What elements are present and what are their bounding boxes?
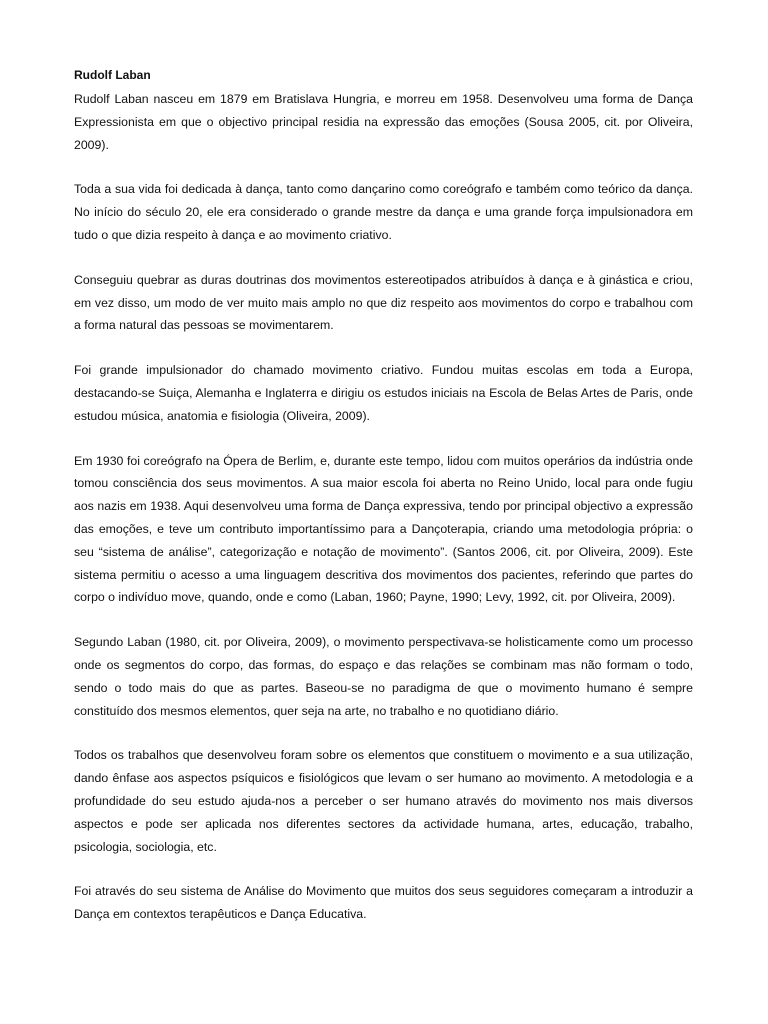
paragraph-3: Conseguiu quebrar as duras doutrinas dos movimentos estereotipados atribuídos à dança e à ginástica e criou, em vez disso, um modo de ver muito mais amplo no que diz respeito aos movimentos do corpo e trabalhou com a forma natural das pessoas se movimentarem. bbox=[74, 272, 693, 333]
paragraph-6: Segundo Laban (1980, cit. por Oliveira, 2009), o movimento perspectivava-se holisticamente como um processo onde os segmentos do corpo, das formas, do espaço e das relações se combinam mas não formam o todo, sendo o todo mais do que as partes. Baseou-se no paradigma de que o movimento humano é sempre constituído dos mesmos elementos, quer seja na arte, no trabalho e no quotidiano diário. bbox=[74, 635, 693, 718]
paragraph-8: Foi através do seu sistema de Análise do Movimento que muitos dos seus seguidores começaram a introduzir a Dança em contextos terapêuticos e Dança Educativa. bbox=[74, 884, 693, 922]
document-page bbox=[74, 64, 693, 926]
paragraph-5: Em 1930 foi coreógrafo na Ópera de Berlim, e, durante este tempo, lidou com muitos operários da indústria onde tomou consciência dos seus movimentos. A sua maior escola foi aberta no Reino Unido, local para onde fugiu aos nazis em 1938. Aqui desenvolveu uma forma de Dança expressiva, tendo por principal objectivo a expressão das emoções, e teve um contributo importantíssimo para a Dançoterapia, criando uma metodologia própria: o seu “sistema de análise”, categorização e notação de movimento”. (Santos 2006, cit. por Oliveira, 2009). Este sistema permitiu o acesso a uma linguagem descritiva dos movimentos dos pacientes, referindo que partes do corpo o indivíduo move, quando, onde e como (Laban, 1960; Payne, 1990; Levy, 1992, cit. por Oliveira, 2009). bbox=[74, 453, 693, 605]
paragraph-1: Rudolf Laban nasceu em 1879 em Bratislava Hungria, e morreu em 1958. Desenvolveu uma forma de Dança Expressionista em que o objectivo principal residia na expressão das emoções (Sousa 2005, cit. por Oliveira, 2009). bbox=[74, 92, 693, 152]
paragraph-4: Foi grande impulsionador do chamado movimento criativo. Fundou muitas escolas em toda a Europa, destacando-se Suiça, Alemanha e Inglaterra e dirigiu os estudos iniciais na Escola de Belas Artes de Paris, onde estudou música, anatomia e fisiologia (Oliveira, 2009). bbox=[74, 363, 693, 423]
document-title: Rudolf Laban bbox=[74, 68, 151, 82]
paragraph-2: Toda a sua vida foi dedicada à dança, tanto como dançarino como coreógrafo e também como teórico da dança. No início do século 20, ele era considerado o grande mestre da dança e uma grande força impulsionadora em tudo o que dizia respeito à dança e ao movimento criativo. bbox=[74, 182, 693, 242]
paragraph-7: Todos os trabalhos que desenvolveu foram sobre os elementos que constituem o movimento e a sua utilização, dando ênfase aos aspectos psíquicos e fisiológicos que levam o ser humano ao movimento. A metodologia e a profundidade do seu estudo ajuda-nos a perceber o ser humano através do movimento nos mais diversos aspectos e pode ser aplicada nos diferentes sectores da actividade humana, artes, educação, trabalho, psicologia, sociologia, etc. bbox=[74, 748, 693, 854]
